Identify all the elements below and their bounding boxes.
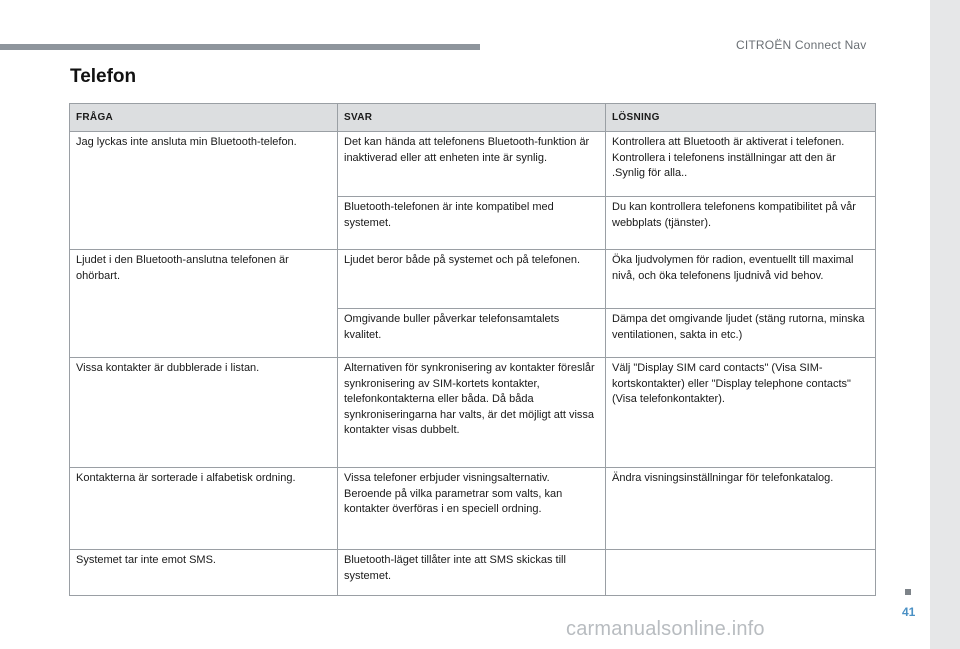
column-header-question: FRÅGA [70,104,338,132]
table-row [70,550,876,596]
solution-cell: Ändra visningsinställningar för telefonkatalog. [606,468,876,550]
solution-cell: Välj "Display SIM card contacts" (Visa SIM-kortskontakter) eller "Display telephone contacts" (Visa telefonkontakter). [606,358,876,468]
page-marker [905,589,911,595]
table-header-row [70,104,876,132]
solution-cell: Du kan kontrollera telefonens kompatibilitet på vår webbplats (tjänster). [606,197,876,250]
page-title: Telefon [70,66,137,87]
answer-cell: Bluetooth-läget tillåter inte att SMS skickas till systemet. [338,550,606,596]
page-number: 41 [902,605,916,619]
watermark: carmanualsonline.info [566,618,765,640]
answer-cell: Det kan hända att telefonens Bluetooth-funktion är inaktiverad eller att enheten inte är synlig. [338,132,606,197]
question-cell: Ljudet i den Bluetooth-anslutna telefonen är ohörbart. [70,250,338,358]
solution-cell: Öka ljudvolymen för radion, eventuellt till maximal nivå, och öka telefonens ljudnivå vid behov. [606,250,876,309]
answer-cell: Alternativen för synkronisering av kontakter föreslår synkronisering av SIM-kortets kontakter, telefonkontakterna eller båda. Då båda synkroniseringarna har valts, är det möjligt att vissa kontakter visas dubbelt. [338,358,606,468]
table-row [70,132,876,197]
question-cell: Vissa kontakter är dubblerade i listan. [70,358,338,468]
solution-cell: Dämpa det omgivande ljudet (stäng rutorna, minska ventilationen, sakta in etc.) [606,309,876,358]
solution-cell: Kontrollera att Bluetooth är aktiverat i telefonen. Kontrollera i telefonens inställningar att den är .Synlig för alla.. [606,132,876,197]
page-edge-strip [930,0,960,649]
column-header-answer: SVAR [338,104,606,132]
table-row [70,358,876,468]
answer-cell: Bluetooth-telefonen är inte kompatibel med systemet. [338,197,606,250]
answer-cell: Vissa telefoner erbjuder visningsalternativ. Beroende på vilka parametrar som valts, kan kontakter överföras i en speciell ordning. [338,468,606,550]
solution-cell [606,550,876,596]
faq-table [69,103,876,596]
table-row [70,250,876,309]
column-header-solution: LÖSNING [606,104,876,132]
answer-cell: Omgivande buller påverkar telefonsamtalets kvalitet. [338,309,606,358]
question-cell: Jag lyckas inte ansluta min Bluetooth-telefon. [70,132,338,250]
question-cell: Systemet tar inte emot SMS. [70,550,338,596]
header-rule [0,44,480,50]
question-cell: Kontakterna är sorterade i alfabetisk ordning. [70,468,338,550]
header-brand: CITROËN Connect Nav [736,38,867,52]
table-row [70,468,876,550]
answer-cell: Ljudet beror både på systemet och på telefonen. [338,250,606,309]
